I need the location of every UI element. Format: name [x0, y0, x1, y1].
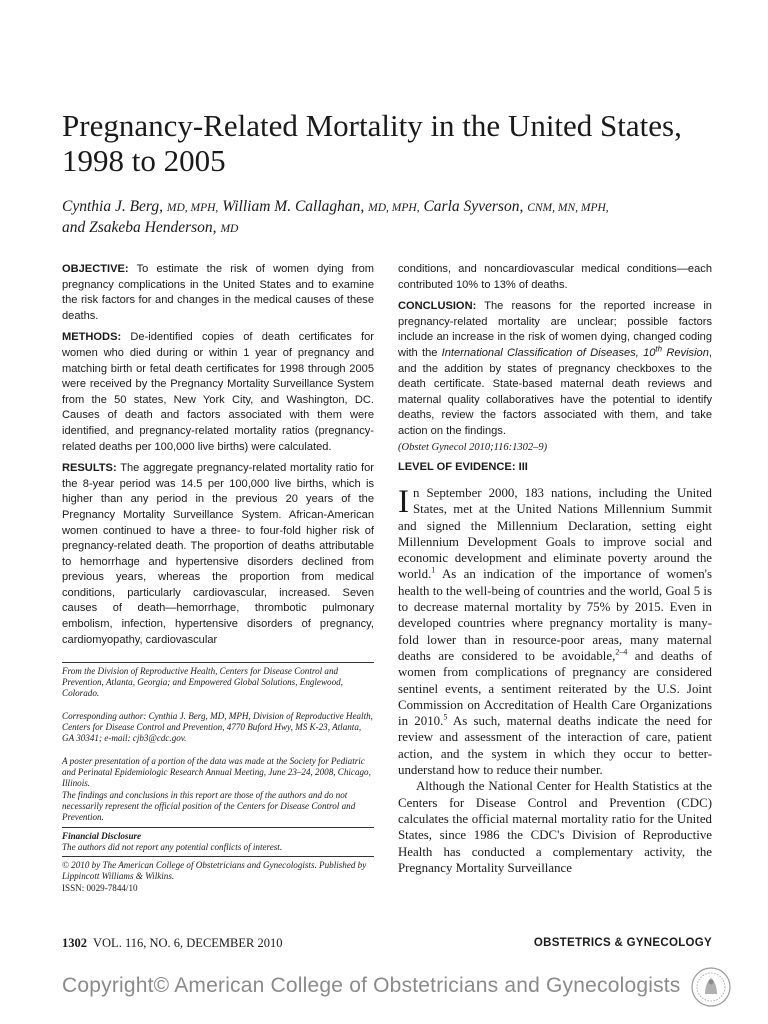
body-text-segment: n September 2000, 183 nations, including the United States, met at the United Nations Millennium Summit and signed the Millennium Declaration, setting eight Millennium Development Goals to improve social and economic development and eliminate poverty around the world.	[398, 486, 712, 582]
article-title: Pregnancy-Related Mortality in the United States, 1998 to 2005	[62, 108, 682, 178]
abstract-right-column	[398, 262, 712, 475]
results-continued: conditions, and noncardiovascular medical conditions—each contributed 10% to 13% of deaths.	[398, 263, 712, 291]
footnote-divider	[62, 856, 374, 857]
footnote-divider	[62, 827, 374, 828]
copyright-notice: © 2010 by The American College of Obstetricians and Gynecologists. Published by Lippincott Williams & Wilkins.	[62, 860, 367, 882]
methods-label: METHODS:	[62, 331, 122, 344]
objective-text: To estimate the risk of women dying from pregnancy complications in the United States and to examine the risk factors for and changes in the medical causes of these deaths.	[62, 263, 374, 322]
journal-citation: (Obstet Gynecol 2010;116:1302–9)	[398, 441, 548, 453]
footnote-disclaimer: The findings and conclusions in this report are those of the authors and do not necessarily represent the official position of the Centers for Disease Control and Prevention.	[62, 790, 356, 823]
author-name: Carla Syverson,	[423, 198, 524, 215]
conclusion-text: The reasons for the reported increase in pregnancy-related mortality are unclear; possible factors include an increase in the risk of women dying, changed coding with the	[398, 300, 712, 359]
icd-name: International Classification of Diseases, 10	[441, 346, 656, 359]
issn: ISSN: 0029-7844/10	[62, 883, 138, 893]
abstract-left-column	[62, 262, 374, 654]
body-text-segment: and deaths of women from complications of pregnancy are considered sentinel events, a sentiment reiterated by the U.S. Joint Commission on Accreditation of Health Care Organizations in 2010.	[398, 648, 712, 729]
author-name: Cynthia J. Berg,	[62, 198, 164, 215]
objective-label: OBJECTIVE:	[62, 263, 129, 275]
acog-seal-icon	[690, 966, 732, 1008]
level-of-evidence: LEVEL OF EVIDENCE: III	[398, 460, 528, 473]
author-list	[62, 197, 712, 239]
financial-disclosure	[62, 831, 374, 853]
disclosure-text: The authors did not report any potential conflicts of interest.	[62, 842, 283, 853]
body-paragraph: Although the National Center for Health Statistics at the Centers for Disease Control and Prevention (CDC) calculates the official maternal mortality ratio for the United States, since 1986 the CDC's Division of Reproductive Health has conducted a complementary activity, the Pregnancy Mortality Surveillance	[398, 779, 712, 875]
abstract-objective	[62, 262, 374, 324]
author-name: William M. Callaghan,	[222, 198, 365, 215]
reference-link[interactable]: 5	[443, 712, 448, 722]
copyright-watermark: Copyright© American College of Obstetricians and Gynecologists	[62, 974, 681, 997]
icd-superscript: th	[655, 344, 663, 354]
results-label: RESULTS:	[62, 462, 117, 475]
author-degrees: MD, MPH,	[368, 202, 420, 214]
volume-info: VOL. 116, NO. 6, DECEMBER 2010	[93, 936, 283, 950]
article-body	[398, 485, 712, 876]
author-degrees: MD	[220, 223, 239, 235]
abstract-methods	[62, 330, 374, 455]
footnote-corresponding-author: Corresponding author: Cynthia J. Berg, MD, MPH, Division of Reproductive Health, Centers for Disease Control and Prevention, 4770 Buford Hwy, MS K-23, Atlanta, GA 30341; e-mail: cjb3@cdc.gov.	[62, 711, 373, 744]
page-number: 1302	[62, 936, 87, 950]
author-degrees: MD, MPH,	[166, 202, 219, 214]
methods-text: De-identified copies of death certificates for women who died during or within 1 year of pregnancy and matching birth or fetal death certificates for 1998 through 2005 were received by the Pregnancy Mortality Surveillance System from the 50 states, New York City, and Washington, DC. Causes of death and factors associated with them were identified, and pregnancy-related mortality ratios (pregnancy-related deaths per 100,000 live births) were calculated.	[62, 331, 374, 453]
body-text-segment: As an indication of the importance of women's health to the well-being of countries and the world, Goal 5 is to decrease maternal mortality by 75% by 2015. Even in developed countries where pregnancy mortality is many-fold lower than in resource-poor areas, many maternal deaths are considered to be avoidable,	[398, 567, 712, 663]
page-footer-left	[62, 936, 282, 951]
conclusion-label: CONCLUSION:	[398, 300, 477, 313]
reference-link[interactable]: 1	[431, 566, 436, 576]
conclusion-text-end: , and the addition by states of pregnancy checkboxes to the death certificate. State-based maternal death reviews and maternal quality collaboratives have the potential to identify deaths, review the factors associated with them, and take action on the findings.	[398, 346, 712, 437]
journal-name: OBSTETRICS & GYNECOLOGY	[533, 937, 712, 949]
author-name: and Zsakeba Henderson,	[62, 219, 217, 236]
footnote-poster: A poster presentation of a portion of the data was made at the Society for Pediatric and Perinatal Epidemiologic Research Annual Meeting, June 23–24, 2008, Chicago, Illinois.	[62, 756, 371, 789]
reference-link[interactable]: 2–4	[615, 647, 628, 657]
body-paragraph	[398, 485, 712, 778]
drop-cap: I	[398, 484, 409, 520]
disclosure-title: Financial Disclosure	[62, 831, 142, 841]
footnote-divider	[62, 662, 374, 663]
body-text-segment: As such, maternal deaths indicate the need for review and assessment of the interaction of care, patient action, and the system in which they occur to better-understand how to reduce their number.	[398, 714, 712, 778]
icd-revision: Revision	[662, 346, 709, 359]
abstract-results	[62, 461, 374, 648]
footnote-affiliation: From the Division of Reproductive Health, Centers for Disease Control and Prevention, Atlanta, Georgia; and Empowered Global Solutions, Englewood, Colorado.	[62, 666, 343, 699]
results-text: The aggregate pregnancy-related mortality ratio for the 8-year period was 14.5 per 100,000 live births, which is higher than any period in the previous 20 years of the Pregnancy Mortality Surveillance System. African-American women continued to have a three- to four-fold higher risk of pregnancy-related death. The proportion of deaths attributable to hemorrhage and hypertensive disorders declined from previous years, whereas the proportion from medical conditions, particularly cardiovascular, increased. Seven causes of death—hemorrhage, thrombotic pulmonary embolism, infection, hypertensive disorders of pregnancy, cardiomyopathy, cardiovascular	[62, 462, 375, 646]
author-degrees: CNM, MN, MPH,	[527, 202, 609, 214]
abstract-conclusion	[398, 299, 712, 439]
